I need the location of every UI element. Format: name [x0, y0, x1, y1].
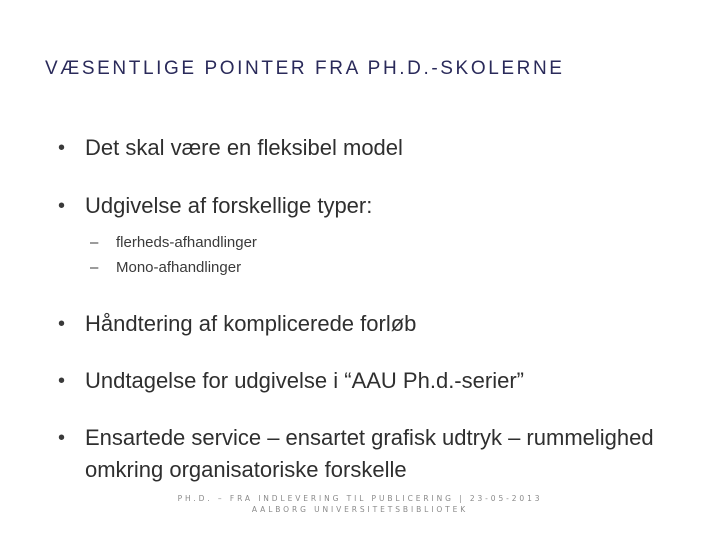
- bullet-text: Ensartede service – ensartet grafisk udtryk – rummelighed omkring organisatoriske forskelle: [85, 425, 654, 482]
- slide-title: VÆSENTLIGE POINTER FRA PH.D.-SKOLERNE: [45, 58, 565, 79]
- bullet-text: Håndtering af komplicerede forløb: [85, 311, 417, 336]
- bullet-marker: •: [58, 370, 66, 392]
- sub-item-marker: –: [90, 259, 99, 276]
- bullet-marker: •: [58, 313, 66, 335]
- sub-item-text: Mono-afhandlinger: [116, 259, 242, 276]
- bullet-marker: •: [58, 137, 66, 159]
- bullet-marker: •: [58, 427, 66, 449]
- bullet-list: [58, 132, 678, 486]
- bullet-marker: •: [58, 195, 66, 217]
- sub-item-text: flerheds-afhandlinger: [116, 234, 257, 251]
- bullet-item: [58, 190, 678, 222]
- bullet-item: [58, 365, 678, 397]
- sub-item-marker: –: [90, 234, 99, 251]
- sub-list-item: [58, 230, 678, 255]
- bullet-text: Undtagelse for udgivelse i “AAU Ph.d.-serier”: [85, 368, 524, 393]
- footer-event-line: PH.D. – FRA INDLEVERING TIL PUBLICERING | 23-05-2013: [177, 494, 543, 503]
- footer-organization: AALBORG UNIVERSITETSBIBLIOTEK: [251, 505, 469, 514]
- bullet-item: [58, 132, 678, 164]
- sub-list-item: [58, 255, 678, 280]
- bullet-text: Udgivelse af forskellige typer:: [85, 193, 373, 218]
- bullet-item: [58, 422, 678, 486]
- bullet-text: Det skal være en fleksibel model: [85, 135, 403, 160]
- bullet-item: [58, 308, 678, 340]
